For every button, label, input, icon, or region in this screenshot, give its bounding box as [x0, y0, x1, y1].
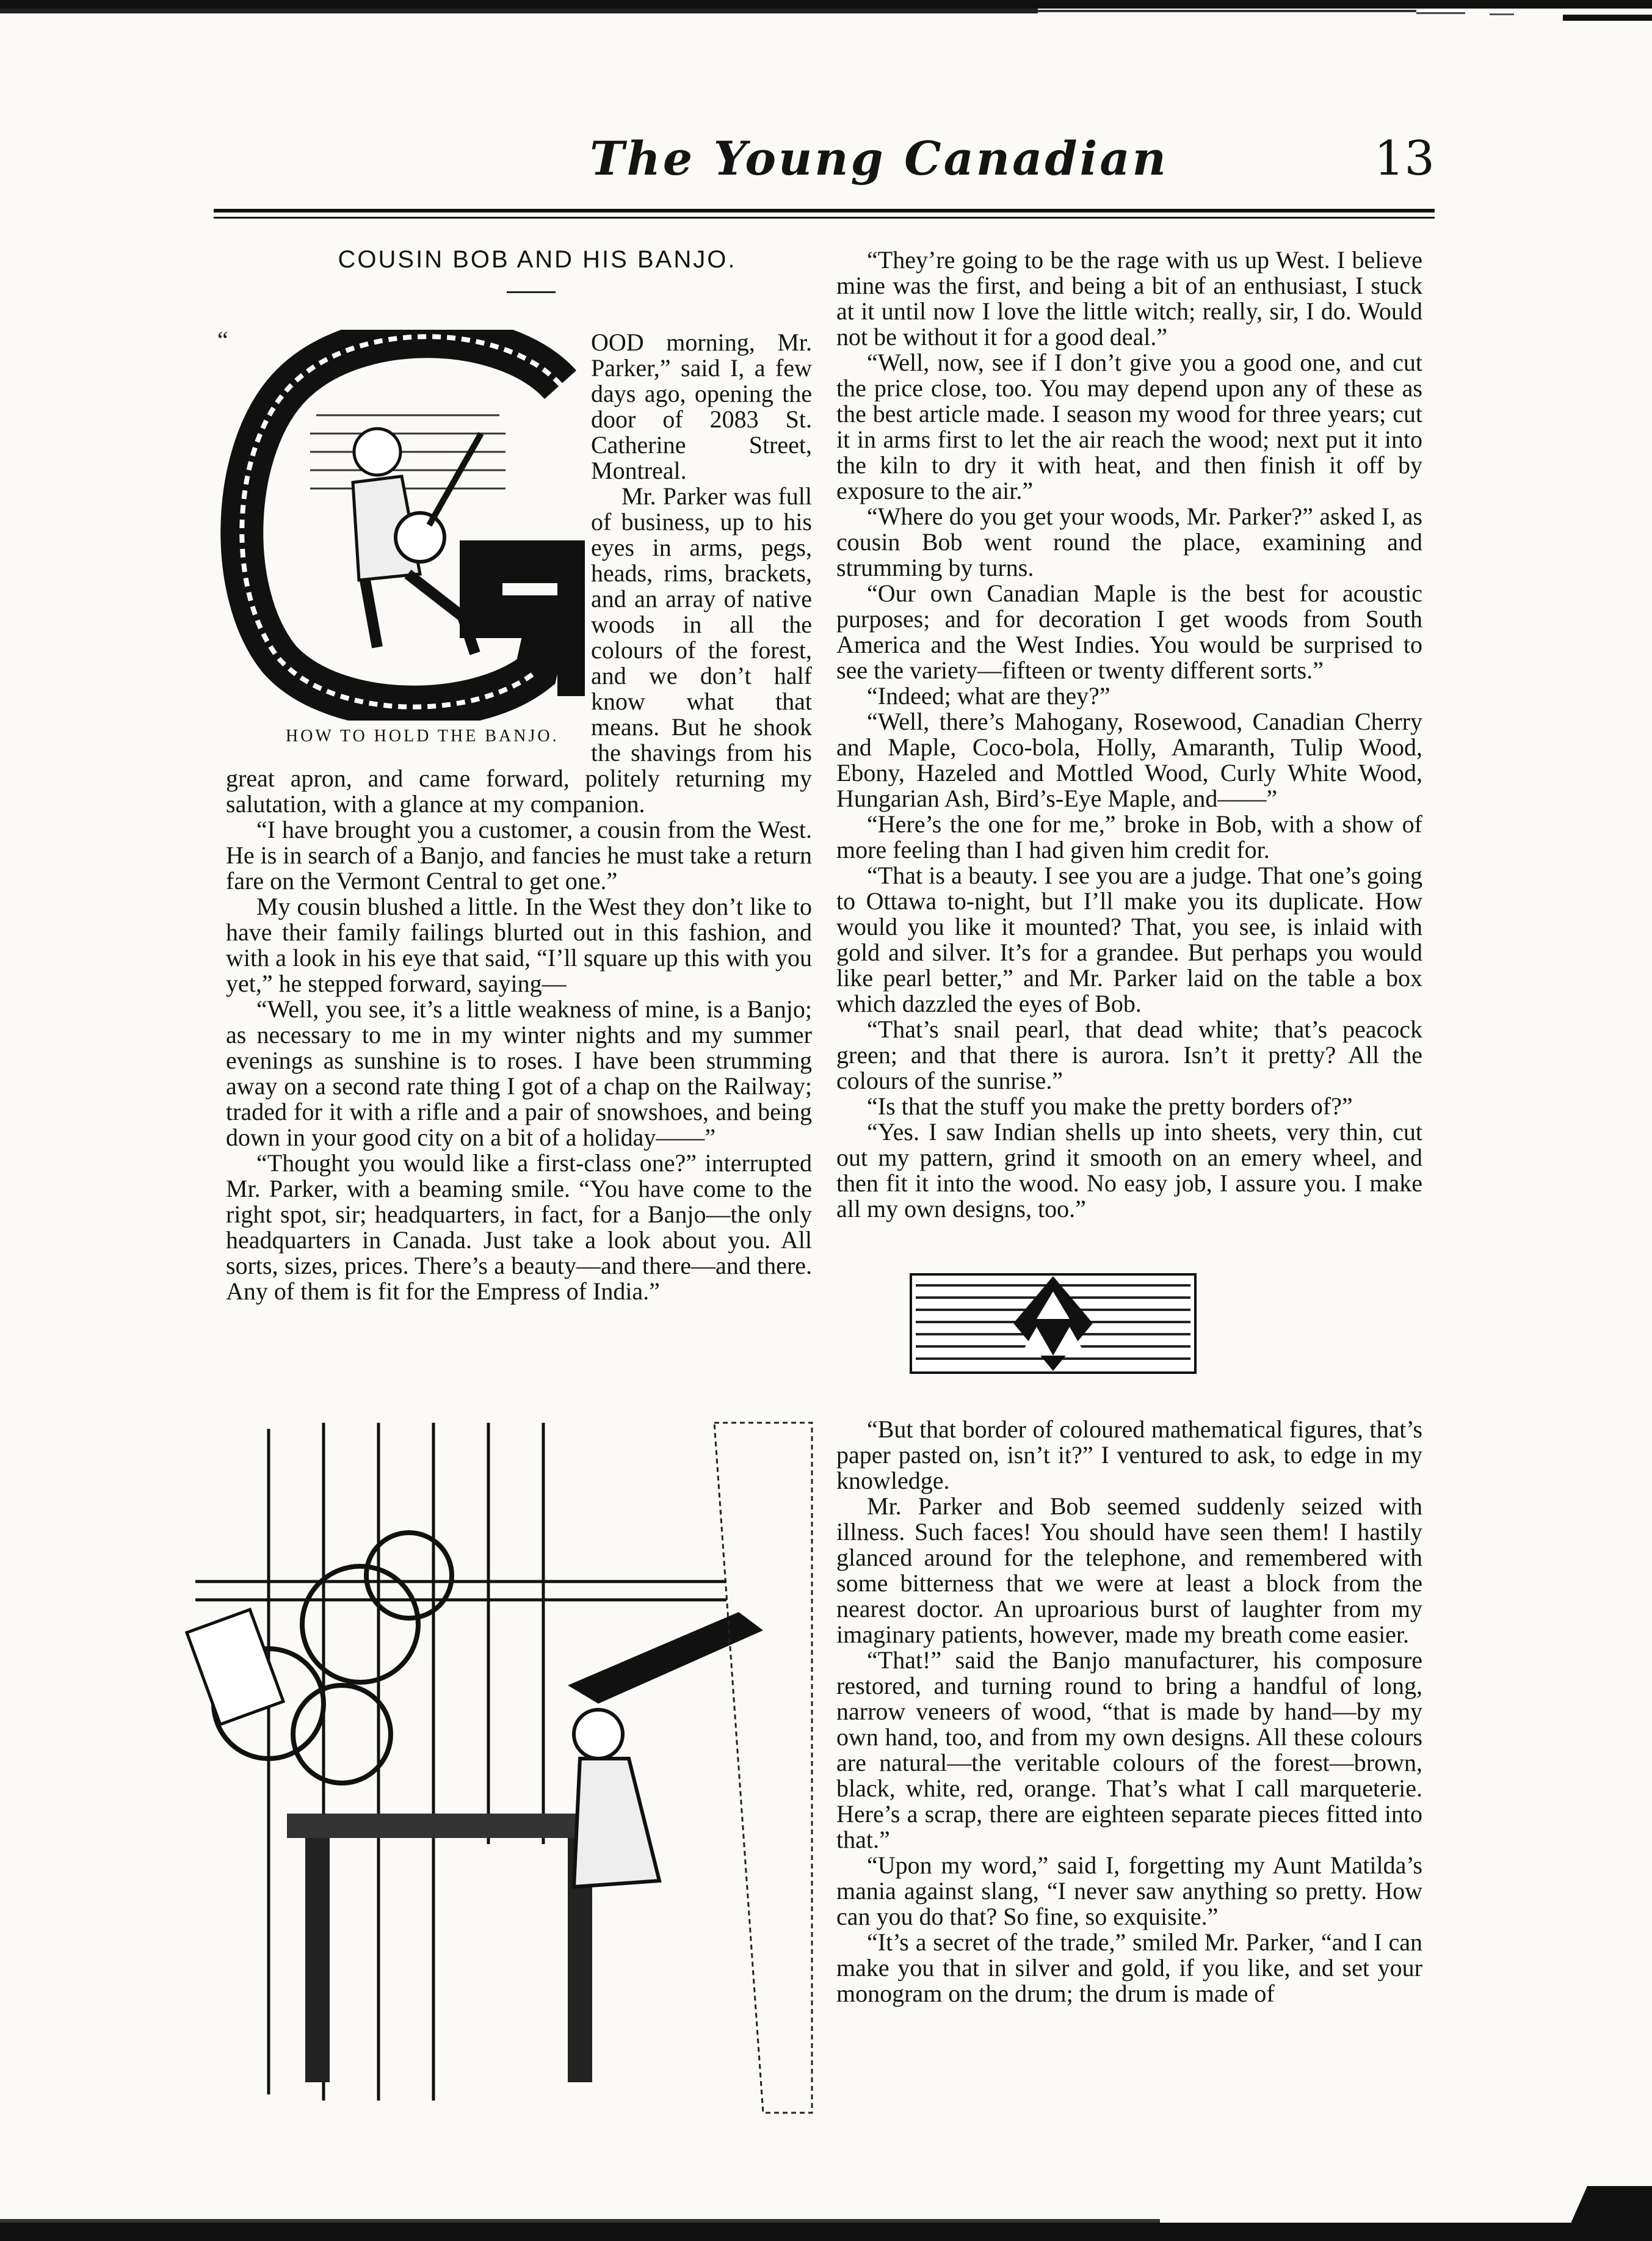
paragraph: “I have brought you a customer, a cousin from the West. He is in search of a Banjo, and fancies he must take a return fare on the Vermont Central to get one.” [226, 816, 812, 895]
paragraph: “Here’s the one for me,” broke in Bob, with a show of more feeling than I had given him credit for. [836, 810, 1422, 863]
paragraph: “That!” said the Banjo manufacturer, his composure restored, and turning round to bring a handful of long, narrow veneers of wood, “that is made by hand—by my own hand, too, and from my own designs. All these colours are natural—the veritable colours of the forest—brown, black, white, red, orange. That’s what I call marqueterie. Here’s a scrap, there are eighteen separate pieces fitted into that.” [836, 1646, 1422, 1853]
paragraph: “Thought you would like a first-class one?” interrupted Mr. Parker, with a beaming smile. “You have come to the right spot, sir; headquarters, in fact, for a Banjo—the only headquarters in Canada. Just take a look about you. All sorts, sizes, prices. There’s a beauty—and there—and there. Any of them is fit for the Empress of India.” [226, 1149, 812, 1305]
paragraph: My cousin blushed a little. In the West they don’t like to have their family failings blurted out in this fashion, and with a look in his eye that said, “I’ll square up this with you yet,” he stepped forward, saying— [226, 893, 812, 997]
header-rule [214, 209, 1435, 212]
paragraph: “Well, you see, it’s a little weakness of mine, is a Banjo; as necessary to me in my winter nights and my summer evenings as sunshine is to roses. I have been strumming away on a second rate thing I got of a chap on the Railway; traded for it with a rifle and a pair of snowshoes, and being down in your good city on a bit of a holiday——” [226, 995, 812, 1151]
paragraph: “It’s a secret of the trade,” smiled Mr. Parker, “and I can make you that in silver and gold, if you like, and set your monogram on the drum; the drum is made of [836, 1928, 1422, 2007]
right-column [836, 247, 1422, 1222]
paragraph: OOD morning, Mr. Parker,” said I, a few days ago, opening the door of 2083 St. Catherine Street, Montreal. [591, 329, 812, 484]
left-column [217, 241, 812, 1305]
paragraph: “But that border of coloured mathematical figures, that’s paper pasted on, isn’t it?” I ventured to ask, to edge in my knowledge. [836, 1415, 1422, 1494]
bottom-scan-edge [0, 2186, 1652, 2241]
right-column-lower [836, 1417, 1422, 2007]
open-quote-mark: “ [217, 326, 228, 354]
masthead [214, 128, 1435, 195]
paragraph: “Yes. I saw Indian shells up into sheets, very thin, cut out my pattern, grind it smooth on an emery wheel, and then fit it into the wood. No easy job, I assure you. I make all my own designs, too.” [836, 1118, 1422, 1222]
paragraph: “Our own Canadian Maple is the best for acoustic purposes; and for decoration I get woods from South America and the West Indies. You would be surprised to see the variety—fifteen or twenty different sorts.” [836, 579, 1422, 684]
drop-cap-illustration [217, 326, 585, 746]
paragraph: “Well, there’s Mahogany, Rosewood, Canadian Cherry and Maple, Coco-bola, Holly, Amaranth, Tulip Wood, Ebony, Hazeled and Mottled Wood, Curly White Wood, Hungarian Ash, Bird’s-Eye Maple, and——” [836, 708, 1422, 812]
paragraph: “That’s snail pearl, that dead white; that’s peacock green; and that there is aurora. Isn’t it pretty? All the colours of the sunrise.” [836, 1015, 1422, 1094]
page-number: 13 [1374, 131, 1435, 186]
headline-rule [507, 291, 556, 293]
marquetry-ornament-image [910, 1273, 1197, 1374]
paragraph: “Where do you get your woods, Mr. Parker?” asked I, as cousin Bob went round the place, examining and strumming by turns. [836, 503, 1422, 581]
paragraph: “They’re going to be the rage with us up West. I believe mine was the first, and being a bit of an enthusiast, I stuck at it until now I love the little witch; really, sir, I do. Would not be without it for a good deal.” [836, 246, 1422, 350]
paragraph: “Well, now, see if I don’t give you a good one, and cut the price close, too. You may depend upon any of these as the best article made. I season my wood for three years; cut it in arms first to let the air reach the wood; next put it into the kiln to dry it with heat, and then finish it off by exposure to the air.” [836, 349, 1422, 504]
paragraph: “Upon my word,” said I, forgetting my Aunt Matilda’s mania against slang, “I never saw anything so pretty. How can you do that? So fine, so exquisite.” [836, 1851, 1422, 1930]
banjo-player-drop-cap-image [219, 330, 585, 721]
article-headline: COUSIN BOB AND HIS BANJO. [338, 246, 737, 273]
paragraph: “Is that the stuff you make the pretty borders of?” [867, 1092, 1353, 1120]
top-scan-edge [0, 0, 1652, 28]
illustration-caption: HOW TO HOLD THE BANJO. [286, 727, 559, 746]
paragraph: Mr. Parker and Bob seemed suddenly seized with illness. Such faces! You should have seen them! I hastily glanced around for the telephone, and remembered with some bitterness that we were at least a block from the nearest doctor. An uproarious burst of laughter from my imaginary patients, however, made my breath come easier. [836, 1492, 1422, 1648]
paragraph: Mr. Parker was full of business, up to his eyes in arms, pegs, heads, rims, brackets, and an array of native woods in all the colours of the forest, and we don’t half know what that means. But he shook the shavings from his great apron, and came forward, politely returning my salutation, with a glance at my companion. [226, 482, 812, 818]
paragraph: “Indeed; what are they?” [867, 682, 1110, 710]
header-rule-thin [214, 217, 1435, 219]
publication-title: The Young Canadian [590, 131, 1168, 186]
banjo-workshop-illustration [177, 1417, 818, 2116]
paragraph: “That is a beauty. I see you are a judge. That one’s going to Ottawa to-night, but I’ll make you its duplicate. How would you like it mounted? That, you see, is inlaid with gold and silver. It’s for a grandee. But perhaps you would like pearl better,” and Mr. Parker laid on the table a box which dazzled the eyes of Bob. [836, 862, 1422, 1017]
